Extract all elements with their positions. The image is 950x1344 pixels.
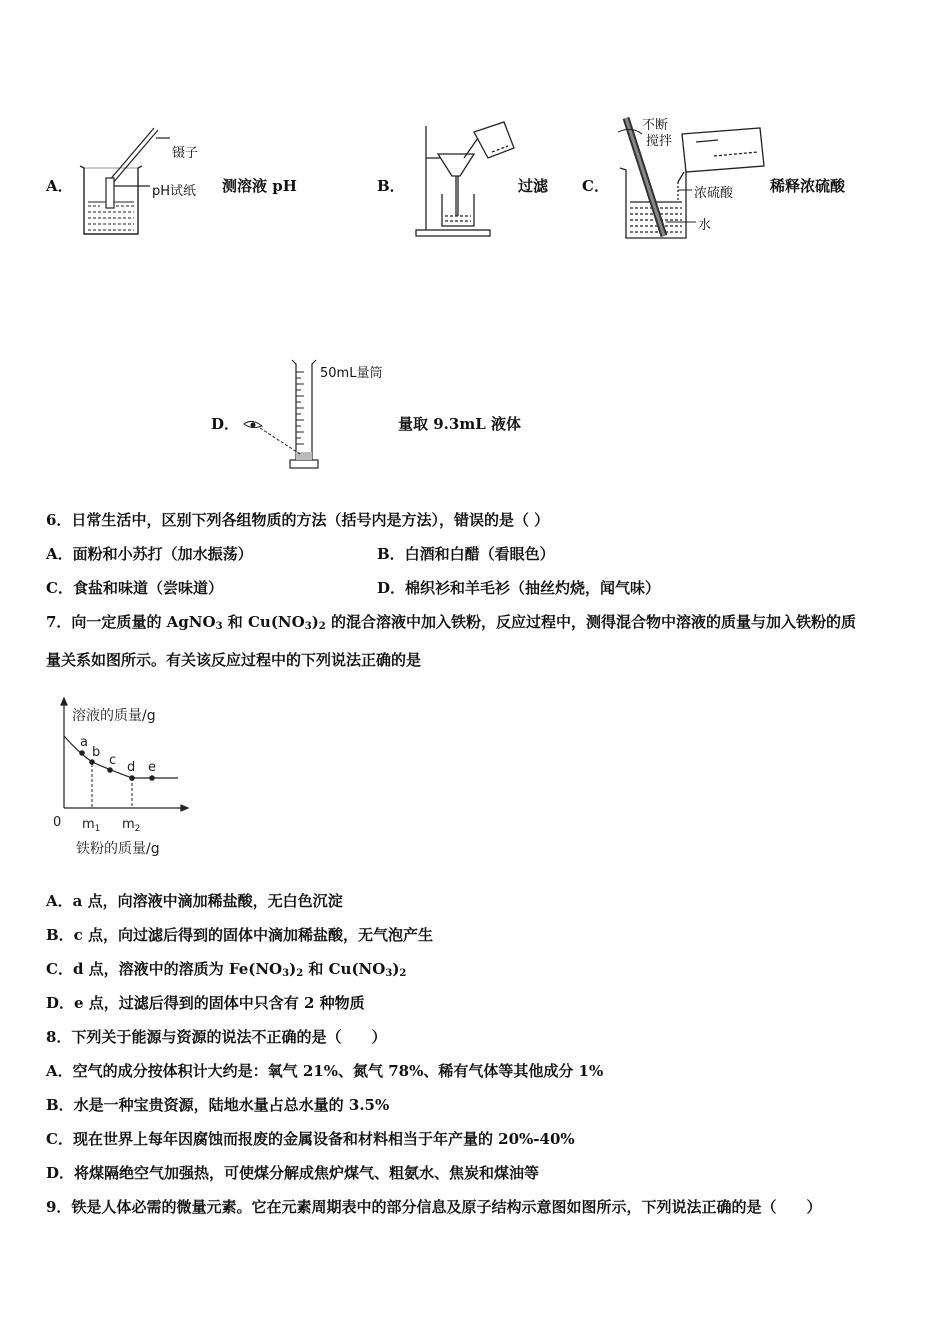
- point-label-d: d: [127, 760, 136, 775]
- q6-option-c: C．食盐和味道（尝味道）: [46, 579, 223, 597]
- acid-label: 浓硫酸: [694, 186, 734, 201]
- m1-label: $m_1$: [82, 817, 101, 834]
- q7-option-c: C．d 点，溶液中的溶质为 $Fe(NO_3)_2$ 和 $Cu(NO_3)_2$: [46, 960, 407, 979]
- point-label-e: e: [148, 760, 156, 775]
- solution-mass-graph: [48, 696, 198, 862]
- filtration-diagram: [412, 118, 522, 244]
- option-a-caption: 测溶液 pH: [222, 177, 297, 195]
- q8-option-b: B．水是一种宝贵资源，陆地水量占总水量的 3.5%: [46, 1096, 390, 1114]
- option-c-caption: 稀释浓硫酸: [770, 177, 846, 195]
- q6-stem: 6．日常生活中，区别下列各组物质的方法（括号内是方法），错误的是（ ）: [46, 511, 550, 529]
- water-label: 水: [698, 218, 712, 233]
- option-c-letter: C．: [582, 177, 609, 195]
- point-label-a: a: [80, 735, 88, 750]
- ph-test-diagram: [70, 122, 230, 242]
- q9-stem: 9．铁是人体必需的微量元素。它在元素周期表中的部分信息及原子结构示意图如图所示，下列说法正确的是（ ）: [46, 1198, 822, 1216]
- graph-x-label: 铁粉的质量/g: [76, 841, 160, 857]
- x-axis-arrow: [181, 805, 188, 811]
- point-e: [149, 775, 155, 781]
- q6-option-b: B．白酒和白醋（看眼色）: [377, 545, 555, 563]
- option-b-caption: 过滤: [518, 177, 549, 195]
- origin-label: 0: [53, 815, 62, 830]
- graph-y-label: 溶液的质量/g: [72, 708, 156, 724]
- option-b-letter: B．: [377, 177, 405, 195]
- option-d-letter: D．: [211, 415, 240, 433]
- q6-option-d: D．棉织衫和羊毛衫（抽丝灼烧，闻气味）: [377, 579, 661, 597]
- graduated-cylinder-diagram: [238, 356, 328, 482]
- q8-option-d: D．将煤隔绝空气加强热，可使煤分解成焦炉煤气、粗氨水、焦炭和煤油等: [46, 1164, 540, 1182]
- stir-label-1: 不断: [642, 118, 669, 133]
- point-d: [129, 775, 135, 781]
- q7-stem-line-1: 7．向一定质量的 AgNO$_3$ 和 $Cu(NO_3)_2$ 的混合溶液中加入铁粉，反应过程中，测得混合物中溶液的质量与加入铁粉的质: [46, 613, 856, 632]
- q8-option-a: A．空气的成分按体积计大约是：氧气 21%、氮气 78%、稀有气体等其他成分 1%: [46, 1062, 604, 1080]
- stir-label-2: 搅拌: [646, 134, 673, 149]
- q6-option-a: A．面粉和小苏打（加水振荡）: [46, 545, 253, 563]
- point-c: [107, 767, 113, 773]
- cylinder-label: 50mL量筒: [320, 366, 383, 381]
- q7-stem-line-2: 量关系如图所示。有关该反应过程中的下列说法正确的是: [46, 651, 422, 669]
- q7-option-a: A．a 点，向溶液中滴加稀盐酸，无白色沉淀: [46, 892, 343, 910]
- q7-option-b: B．c 点，向过滤后得到的固体中滴加稀盐酸，无气泡产生: [46, 926, 434, 944]
- point-label-b: b: [92, 745, 101, 760]
- q8-option-c: C．现在世界上每年因腐蚀而报废的金属设备和材料相当于年产量的 20%-40%: [46, 1130, 575, 1148]
- point-a: [79, 750, 85, 756]
- q7-option-d: D．e 点，过滤后得到的固体中只含有 2 种物质: [46, 994, 365, 1012]
- dilute-acid-diagram: [612, 112, 772, 246]
- point-b: [89, 759, 95, 765]
- option-a-letter: A．: [46, 177, 73, 195]
- m2-label: $m_2$: [122, 817, 141, 834]
- ph-paper-label: pH试纸: [152, 184, 197, 199]
- point-label-c: c: [109, 753, 117, 768]
- q8-stem: 8．下列关于能源与资源的说法不正确的是（ ）: [46, 1028, 387, 1046]
- option-d-caption: 量取 9.3mL 液体: [398, 415, 521, 433]
- y-axis-arrow: [61, 698, 67, 705]
- tweezers-label: 镊子: [172, 146, 199, 161]
